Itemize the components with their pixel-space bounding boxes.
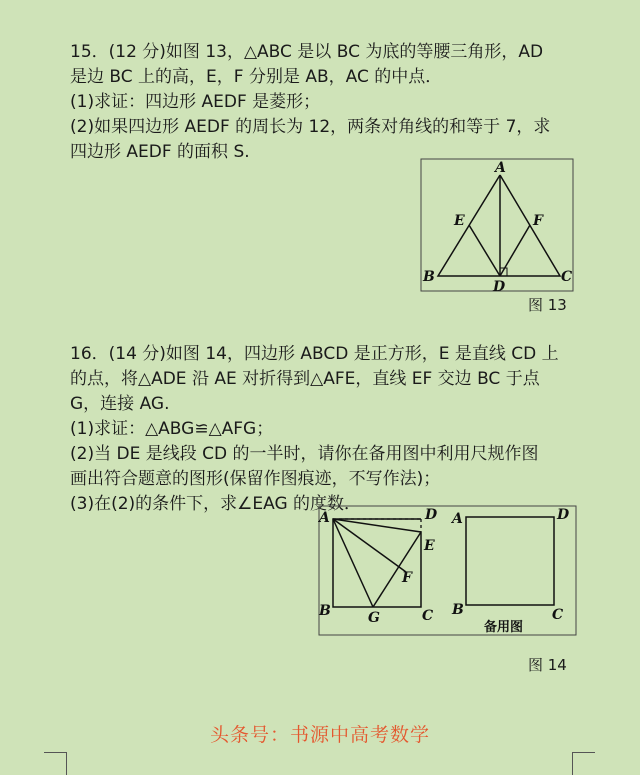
figure-14-caption: 图 14 xyxy=(528,656,567,674)
footer-credit: 头条号：书源中高考数学 xyxy=(209,724,430,746)
spare-square xyxy=(466,517,554,605)
q16-line-7: (3)在(2)的条件下，求∠EAG 的度数． xyxy=(70,494,362,514)
crop-mark-right xyxy=(572,752,595,775)
label-f: F xyxy=(402,570,412,586)
label-a: A xyxy=(319,510,330,526)
q16-line-5: (2)当 DE 是线段 CD 的一半时，请你在备用图中利用尺规作图 xyxy=(70,444,539,464)
figure-13 xyxy=(420,158,575,293)
segment-ag xyxy=(333,519,373,607)
spare-title: 备用图 xyxy=(484,620,524,635)
spare-label-b: B xyxy=(452,602,464,618)
label-g: G xyxy=(368,610,380,626)
label-a: A xyxy=(495,160,506,176)
label-b: B xyxy=(319,603,331,619)
q15-line-4: (2)如果四边形 AEDF 的周长为 12，两条对角线的和等于 7，求 xyxy=(70,117,551,137)
label-d: D xyxy=(425,507,438,523)
segment-ed xyxy=(469,225,500,276)
figure-13-caption: 图 13 xyxy=(528,296,567,314)
q16-line-4: (1)求证：△ABG≌△AFG； xyxy=(70,419,274,439)
q15-line-5: 四边形 AEDF 的面积 S. xyxy=(70,142,250,162)
label-b: B xyxy=(423,269,435,285)
crop-mark-left xyxy=(44,752,67,775)
q15-line-1: 15．(12 分)如图 13，△ABC 是以 BC 为底的等腰三角形，AD xyxy=(70,42,544,62)
q16-line-3: G，连接 AG. xyxy=(70,394,170,414)
label-e: E xyxy=(454,213,465,229)
q16-line-6: 画出符合题意的图形(保留作图痕迹，不写作法)； xyxy=(70,469,441,489)
label-d: D xyxy=(493,279,506,293)
spare-label-c: C xyxy=(552,607,564,623)
spare-label-d: D xyxy=(557,507,570,523)
label-c: C xyxy=(561,269,573,285)
q16-line-2: 的点，将△ADE 沿 AE 对折得到△AFE，直线 EF 交边 BC 于点 xyxy=(70,369,540,389)
q15-line-2: 是边 BC 上的高，E，F 分别是 AB，AC 的中点． xyxy=(70,67,443,87)
spare-label-a: A xyxy=(452,511,463,527)
segment-af xyxy=(333,519,406,572)
label-c: C xyxy=(422,608,434,624)
q16-line-1: 16．(14 分)如图 14，四边形 ABCD 是正方形，E 是直线 CD 上 xyxy=(70,344,559,364)
main-square-figure xyxy=(333,519,421,607)
q15-line-3: (1)求证：四边形 AEDF 是菱形； xyxy=(70,92,321,112)
segment-eg xyxy=(373,532,421,607)
segment-ae xyxy=(333,519,421,532)
square-abcd-partial xyxy=(333,519,421,607)
label-f: F xyxy=(533,213,543,229)
label-e: E xyxy=(424,538,435,554)
figure-14 xyxy=(318,505,578,637)
